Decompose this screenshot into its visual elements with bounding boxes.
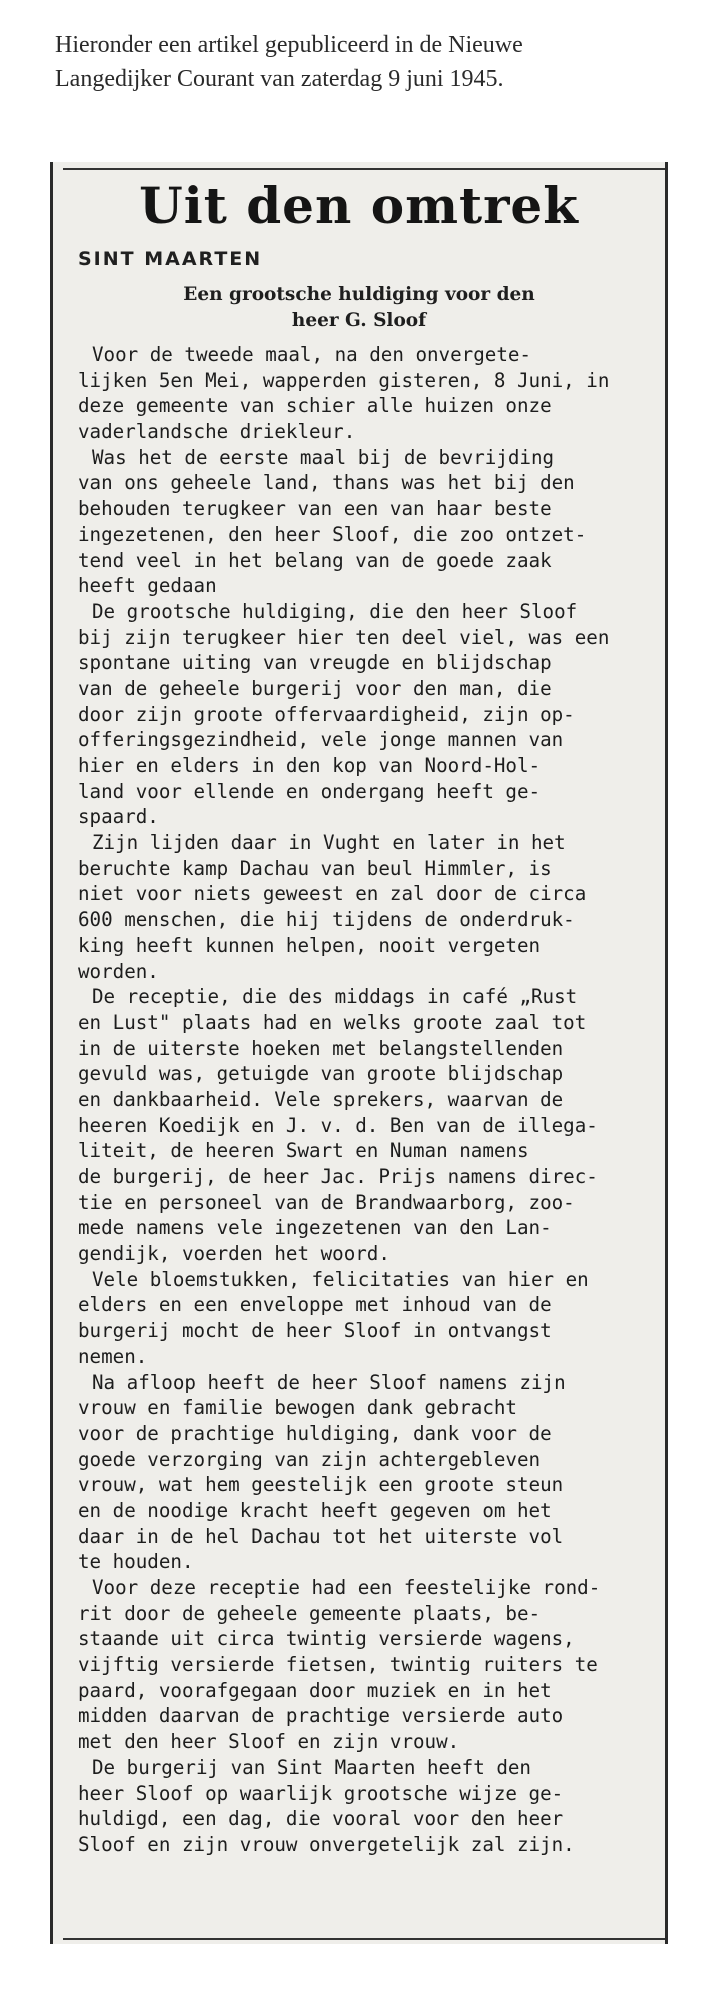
article-line: gendijk, voerden het woord. [78, 1242, 390, 1266]
article-line: heeren Koedijk en J. v. d. Ben van de illega- [78, 1113, 598, 1137]
article-line: tend veel in het belang van de goede zaak [78, 548, 552, 572]
article-line: vaderlandsche driekleur. [78, 420, 356, 444]
article-line: lijken 5en Mei, wapperden gisteren, 8 Juni, in [78, 368, 610, 392]
article-line: spaard. [78, 805, 159, 829]
article-line: staande uit circa twintig versierde wagens, [78, 1627, 575, 1651]
article-line: en Lust" plaats had en welks groote zaal tot [78, 1010, 587, 1034]
article-line: liteit, de heeren Swart en Numan namens [78, 1139, 529, 1163]
article-line: in de uiterste hoeken met belangstellenden [78, 1036, 564, 1060]
article-paragraph [78, 1575, 647, 1755]
dateline-place: SINT MAARTEN [78, 248, 263, 270]
article-line: voor de prachtige huldiging, dank voor de [78, 1421, 552, 1445]
article-paragraph [78, 599, 647, 830]
article-line: van de geheele burgerij voor den man, die [78, 676, 552, 700]
article-line: hier en elders in den kop van Noord-Hol- [78, 754, 541, 777]
subheadline-line-1: Een grootsche huldiging voor den [183, 284, 535, 305]
article-line: Voor de tweede maal, na den onvergete- [92, 343, 531, 366]
article-line: Na afloop heeft de heer Sloof namens zijn [92, 1370, 566, 1394]
article-paragraph [78, 984, 647, 1267]
article-line: daar in de hel Dachau tot het uiterste vol [78, 1524, 564, 1548]
article-line: heer Sloof op waarlijk grootsche wijze ge- [78, 1781, 564, 1805]
article-line: rit door de geheele gemeente plaats, be- [78, 1601, 541, 1625]
article-paragraph [78, 445, 647, 599]
newspaper-clipping [50, 162, 668, 1944]
article-line: mede namens vele ingezetenen van den Lan- [78, 1216, 552, 1240]
article-line: heeft gedaan [78, 574, 217, 598]
article-line: deze gemeente van schier alle huizen onze [78, 394, 552, 418]
article-line: king heeft kunnen helpen, nooit vergeten [78, 933, 541, 957]
article-line: en dankbaarheid. Vele sprekers, waarvan de [78, 1087, 564, 1111]
article-line: niet voor niets geweest en zal door de circa [78, 882, 587, 906]
article-line: vrouw, wat hem geestelijk een groote steun [78, 1473, 564, 1497]
article-line: vrouw en familie bewogen dank gebracht [78, 1396, 517, 1420]
article-line: elders en een enveloppe met inhoud van de [78, 1293, 552, 1317]
article-paragraph [78, 1755, 647, 1858]
article-paragraph [78, 830, 647, 984]
article-line: tie en personeel van de Brandwaarborg, zoo- [78, 1190, 575, 1214]
article-line: bij zijn terugkeer hier ten deel viel, was een [78, 625, 610, 649]
article-line: Voor deze receptie had een feestelijke rond- [92, 1576, 601, 1599]
headline: Uit den omtrek [139, 176, 579, 235]
subheadline [53, 282, 665, 334]
article-line: paard, voorafgegaan door muziek en in het [78, 1678, 552, 1702]
article-line: Vele bloemstukken, felicitaties van hier en [92, 1267, 589, 1291]
intro-line-2: Langedijker Courant van zaterdag 9 juni 1945. [55, 66, 504, 92]
article-line: De grootsche huldiging, die den heer Sloof [92, 599, 578, 623]
article-paragraph [78, 342, 647, 445]
article-line: van ons geheele land, thans was het bij den [78, 471, 575, 495]
article-line: ingezetenen, den heer Sloof, die zoo ontzet- [78, 522, 587, 546]
article-line: Zijn lijden daar in Vught en later in het [92, 831, 566, 855]
article-paragraph [78, 1267, 647, 1370]
article-line: en de noodige kracht heeft gegeven om het [78, 1498, 552, 1522]
article-body [78, 342, 647, 1858]
article-line: goede verzorging van zijn achtergebleven [78, 1447, 541, 1471]
article-line: worden. [78, 959, 159, 983]
article-line: de burgerij, de heer Jac. Prijs namens direc- [78, 1165, 598, 1188]
article-line: door zijn groote offervaardigheid, zijn op- [78, 702, 575, 726]
article-line: Sloof en zijn vrouw onvergetelijk zal zijn. [78, 1832, 575, 1856]
article-line: te houden. [78, 1550, 194, 1574]
article-line: land voor ellende en ondergang heeft ge- [78, 779, 541, 803]
article-line: beruchte kamp Dachau van beul Himmler, is [78, 856, 552, 880]
intro-line-1: Hieronder een artikel gepubliceerd in de Nieuwe [55, 32, 523, 58]
article-line: 600 menschen, die hij tijdens de onderdruk- [78, 908, 575, 932]
article-line: nemen. [78, 1344, 148, 1368]
article-line: burgerij mocht de heer Sloof in ontvangst [78, 1319, 552, 1343]
article-line: Was het de eerste maal bij de bevrijding [92, 445, 555, 469]
article-line: vijftig versierde fietsen, twintig ruiters te [78, 1653, 598, 1677]
article-line: behouden terugkeer van een van haar beste [78, 497, 552, 521]
intro-caption [55, 28, 695, 96]
article-line: offeringsgezindheid, vele jonge mannen van [78, 728, 564, 752]
article-line: midden daarvan de prachtige versierde auto [78, 1704, 564, 1728]
article-line: De receptie, die des middags in café „Rust [92, 985, 578, 1009]
article-line: met den heer Sloof en zijn vrouw. [78, 1730, 460, 1754]
article-paragraph [78, 1370, 647, 1576]
subheadline-line-2: heer G. Sloof [291, 310, 427, 331]
article-line: De burgerij van Sint Maarten heeft den [92, 1755, 531, 1779]
article-line: huldigd, een dag, die vooral voor den heer [78, 1807, 564, 1831]
article-line: spontane uiting van vreugde en blijdschap [78, 651, 552, 675]
article-line: gevuld was, getuigde van groote blijdschap [78, 1062, 564, 1086]
